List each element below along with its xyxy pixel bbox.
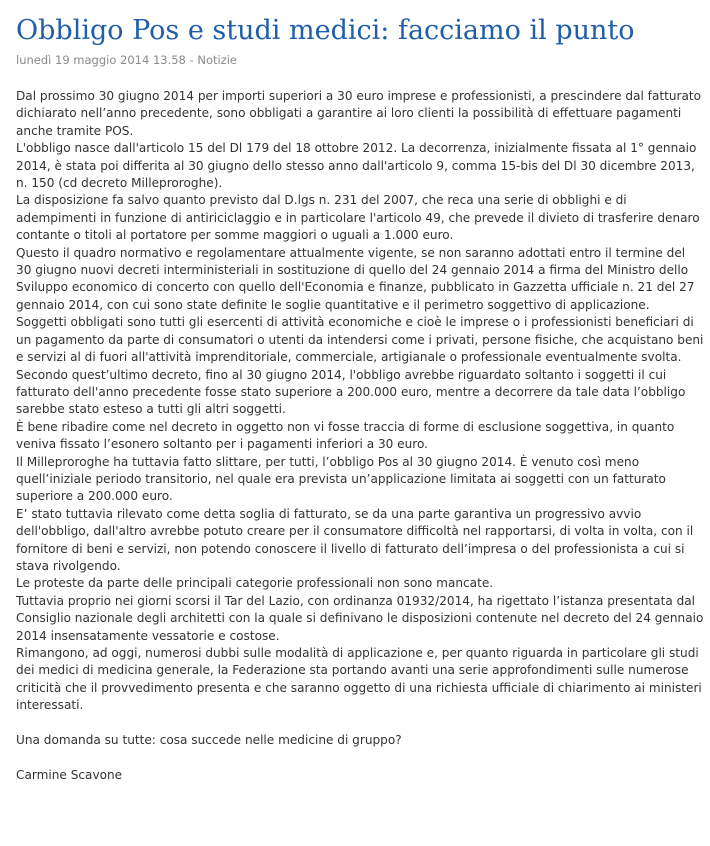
paragraph: Il Milleproroghe ha tuttavia fatto slittare, per tutti, l’obbligo Pos al 30 giugno 2014. È venuto così meno quell’iniziale periodo transitorio, nel quale era prevista un’applicazione limitata ai soggetti con un fatturato superiore a 200.000 euro. xyxy=(16,454,666,504)
paragraph: Dal prossimo 30 giugno 2014 per importi superiori a 30 euro imprese e professionisti, a prescindere dal fatturato dichiarato nell’anno precedente, sono obbligati a garantire ai loro clienti la possibilità di effettuare pagamenti anche tramite POS. xyxy=(16,89,702,138)
closing-question: Una domanda su tutte: cosa succede nelle medicine di gruppo? xyxy=(16,733,402,748)
blank-line xyxy=(16,749,704,766)
author-signature: Carmine Scavone xyxy=(16,767,123,782)
paragraph: Soggetti obbligati sono tutti gli esercenti di attività economiche e cioè le imprese o i professionisti beneficiari di un pagamento da parte di consumatori o utenti da intendersi come i privati, persone fisiche, che acquistano beni e servizi al di fuori all'attività imprenditoriale, commerciale, artigianale o professionale eventualmente svolta. xyxy=(16,315,704,365)
paragraph: Tuttavia proprio nei giorni scorsi il Tar del Lazio, con ordinanza 01932/2014, ha rigettato l’istanza presentata dal Consiglio nazionale degli architetti con la quale si definivano le disposizioni contenute nel decreto del 24 gennaio 2014 insensatamente vessatorie e costose. xyxy=(16,593,704,643)
paragraph: La disposizione fa salvo quanto previsto dal D.lgs n. 231 del 2007, che reca una serie di obblighi e di adempimenti in funzione di antiriciclaggio e in particolare l'articolo 49, che prevede il divieto di trasferire denaro contante o titoli al portatore per somme maggiori o uguali a 1.000 euro. xyxy=(16,193,700,243)
article-title: Obbligo Pos e studi medici: facciamo il punto xyxy=(16,15,635,46)
paragraph: E’ stato tuttavia rilevato come detta soglia di fatturato, se da una parte garantiva un progressivo avvio dell'obbligo, dall'altro avrebbe potuto creare per il consumatore difficoltà nel rapportarsi, di volta in volta, con il fornitore di beni e servizi, non potendo conoscere il livello di fatturato dell’impresa o del professionista a cui si stava rivolgendo. xyxy=(16,506,694,573)
paragraph: Rimangono, ad oggi, numerosi dubbi sulle modalità di applicazione e, per quanto riguarda in particolare gli studi dei medici di medicina generale, la Federazione sta portando avanti una serie approfondimenti sulle numerose criticità che il provvedimento presenta e che saranno oggetto di una richiesta ufficiale di chiarimento ai ministeri interessati. xyxy=(16,646,702,713)
article-date: lunedì 19 maggio 2014 13.58 xyxy=(16,53,186,67)
paragraph: Questo il quadro normativo e regolamentare attualmente vigente, se non saranno adottati entro il termine del 30 giugno nuovi decreti interministeriali in sostituzione di quello del 24 gennaio 2014 a firma del Ministro dello Sviluppo economico di concerto con quello dell'Economia e finanze, pubblicato in Gazzetta ufficiale n. 21 del 27 gennaio 2014, con cui sono state definite le soglie quantitative e il perimetro soggettivo di applicazione. xyxy=(16,245,695,312)
article xyxy=(16,12,704,784)
paragraph: È bene ribadire come nel decreto in oggetto non vi fosse traccia di forme di esclusione soggettiva, in quanto veniva fissato l’esonero soltanto per i pagamenti inferiori a 30 euro. xyxy=(16,419,675,452)
paragraph: Secondo quest’ultimo decreto, fino al 30 giugno 2014, l'obbligo avrebbe riguardato soltanto i soggetti il cui fatturato dell'anno precedente fosse stato superiore a 200.000 euro, mentre a decorrere da tale data l’obbligo sarebbe stato esteso a tutti gli altri soggetti. xyxy=(16,367,686,417)
article-category: Notizie xyxy=(197,53,237,67)
paragraph: Le proteste da parte delle principali categorie professionali non sono mancate. xyxy=(16,576,494,591)
blank-line xyxy=(16,715,704,732)
paragraph: L'obbligo nasce dall'articolo 15 del Dl 179 del 18 ottobre 2012. La decorrenza, inizialmente fissata al 1° gennaio 2014, è stata poi differita al 30 giugno dello stesso anno dall'articolo 9, comma 15-bis del Dl 30 dicembre 2013, n. 150 (cd decreto Milleproroghe). xyxy=(16,141,697,191)
article-body xyxy=(16,88,704,784)
article-meta xyxy=(16,52,704,68)
meta-separator: - xyxy=(185,53,198,67)
